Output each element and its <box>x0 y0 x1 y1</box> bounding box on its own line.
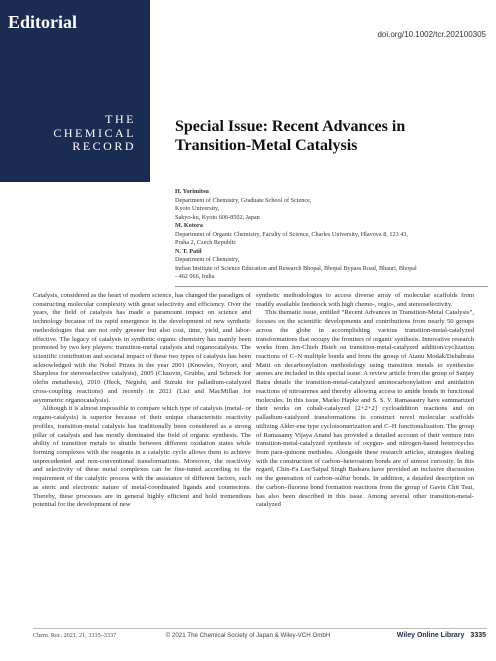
footer-right <box>397 632 486 639</box>
title-line: Special Issue: Recent Advances in <box>175 118 406 135</box>
article-title <box>175 117 475 155</box>
author-block <box>175 188 490 282</box>
footer-divider <box>33 628 487 629</box>
journal-name-line: RECORD <box>72 139 136 153</box>
body-paragraph: Although it is almost impossible to compare which type of catalysis (metal- or organo-catalysis) is superior because of their unique characteristic reactivity profiles, transition-metal catalysis has traditionally been considered as a strong pillar of catalysis and has mostly dominated the field of organic synthesis. The ability of transition metals to shuttle between different oxidation states while forming complexes with the reagents in a catalytic cycle allows them to achieve unprecedented and non-conventional transformations. Moreover, the reactivity and selectivity of these metal complexes can be fine-tuned according to the requirement of the catalytic process with the assistance of different factors, such as steric and electronic nature of metal-coordinated ligands and counterions. Thereby, these processes are in general highly efficient and hold tremendous potential for the development of new <box>33 405 251 509</box>
section-label: Editorial <box>8 12 78 32</box>
author-affiliation: Kyoto University, <box>175 205 220 212</box>
author-affiliation: Department of Chemistry, Graduate School of Science, <box>175 196 312 204</box>
author-affiliation: Department of Chemistry, <box>175 256 240 263</box>
body-column-left <box>33 292 251 510</box>
journal-banner <box>0 0 150 182</box>
library-link[interactable]: Wiley Online Library <box>396 632 465 639</box>
body-paragraph: This thematic issue, entitled “Recent Advances in Transition-Metal Catalysis”, focuses on the scientific developments and contributions from nearly 50 groups across the globe in accomplishing various transition-metal-catalyzed transformations that occupy the frontiers of organic synthesis. Innovative research works from Jen-Chieh Hsieh on transition-metal-catalyzed addition/cyclization reactions of C–N multiple bonds and from the group of Atanu Modak/Debabrata Maiti on decarbonylation methodology using transition metals to synthesize arenes are included in this special issue. A review article from the group of Sanjay Batra details the transition-metal-catalyzed aminocarbonylation and amidation reactions of nitroarenes and thereby allowing access to amide bonds in functional molecules. In this issue, Marko Hapke and S. S. V. Ramasastry have summarized their works on cobalt-catalyzed [2+2+2] cycloaddition reactions and on palladium-catalyzed transformations to construct novel molecular scaffolds utilizing Alder-ene type cycloisomerization and C–H functionalization. The group of Ramasamy Vijaya Anand has provided a detailed account of their venture into transition-metal-catalyzed synthesis of oxygen- and nitrogen-based heterocycles from para-quinone methides. Alongside these research articles, strategies dealing with the construction of carbon–heteroatom bonds are of utmost curiosity. In this regard, Chin-Fa Lee/Satpal Singh Badsara have provided an inclusive discussion on the generation of carbon–sulfur bonds. In addition, a detailed description on the carbon–fluorine bond formation reactions from the group of Gavin Chit Tsui, has also been described in this issue. Among several other transition-metal-catalyzed <box>256 309 474 509</box>
divider <box>175 286 488 287</box>
author-affiliation: - 462 066, India <box>175 273 215 280</box>
author-name: H. Yorimitsu <box>175 188 209 195</box>
body-column-right <box>256 292 474 510</box>
body-paragraph: synthetic methodologies to access diverse array of molecular scaffolds from readily available feedstock with high chemo-, regio-, and stereoselectivity. <box>256 292 474 308</box>
author-affiliation: Indian Institute of Science Education and Research Bhopal, Bhopal Bypass Road, Bhauri, Bhopal <box>175 264 417 272</box>
body-paragraph: Catalysis, considered as the heart of modern science, has changed the paradigm of constructing molecular complexity with great selectivity and efficiency. Over the years, the field of catalysis has made a paramount impact on science and technology because of its rapid emergence in the development of new synthetic methodologies that are not only greener but also cost, time, yield, and labor-effective. The legacy of catalysis in synthetic organic chemistry has mainly been promoted by two key players: transition-metal catalysis and organocatalysis. The scientific contribution and societal impact of these two types of catalysis has been acknowledged with the Nobel Prizes in the year 2001 (Knowles, Noyori, and Sharpless for stereoselective catalysis), 2005 (Chauvin, Grubbs, and Schrock for olefin metathesis), 2010 (Heck, Negishi, and Suzuki for palladium-catalyzed cross-coupling reactions) and recently in 2021 (List and MacMillan for asymmetric organocatalysis). <box>33 292 251 404</box>
author-affiliation: Department of Organic Chemistry, Faculty of Science, Charles University, Hlavova 8, 123 43, <box>175 230 408 238</box>
copyright: © 2021 The Chemical Society of Japan & Wiley-VCH GmbH <box>165 632 331 639</box>
author-name: N. T. Patil <box>175 247 202 255</box>
author-name: M. Kotora <box>175 222 203 229</box>
journal-name-line: THE <box>105 112 136 126</box>
citation: Chem. Rec. 2021, 21, 3335–3337 <box>33 632 117 639</box>
author-affiliation: Praha 2, Czech Republic <box>175 239 237 246</box>
journal-name <box>6 113 136 154</box>
journal-name-line: CHEMICAL <box>53 125 136 140</box>
doi-link[interactable]: doi.org/10.1002/tcr.202100305 <box>377 30 486 39</box>
page-number: 3335 <box>470 632 486 639</box>
author-affiliation: Sakyo-ku, Kyoto 606-8502, Japan <box>175 213 260 221</box>
title-line: Transition-Metal Catalysis <box>175 137 358 154</box>
